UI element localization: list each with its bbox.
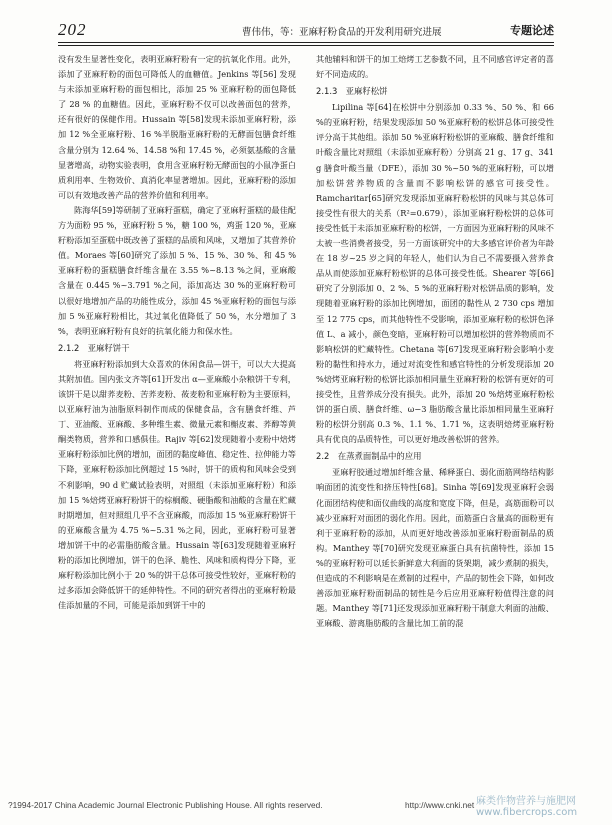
section-heading: 2.1.3 亚麻籽松饼: [316, 86, 388, 97]
right-column: [316, 52, 554, 757]
running-title: 曹伟伟，等：亚麻籽粉食品的开发利用研究进展: [242, 27, 442, 38]
page-header: [58, 20, 554, 40]
paragraph: Lipilina 等[64]在松饼中分别添加 0.33 %、50 %、和 66 %的亚麻籽粉，结果发现添加 50 %亚麻籽粉的松饼总体可接受性评分高于其他组。添加 50 %亚麻籽粉松饼的亚麻酸、膳食纤维和叶酸含量比对照组（未添加亚麻籽粉）分别高 21 g、17 g、341 g 膳食叶酸当量（DFE），添加 30 %~50 %的亚麻籽粉，可以增加松饼营养物质的含量而不影响松饼的感官可接受性。Ramcharitar[65]研究发现添加亚麻籽粉松饼的风味与其总体可接受性有很大的关系（R²=0.679），添加亚麻籽粉松饼的总体可接受性低于未添加亚麻籽粉的松饼，一方面因为亚麻籽粉的风味不太被一些消费者接受，另一方面该研究中的大多感官评价者为年龄在 18 岁~25 岁之间的年轻人，他们认为自己不需要摄入营养食品从而使添加亚麻籽粉松饼的总体可接受性低。Shearer 等[66]研究了分别添加 0、2 %、5 %的亚麻籽粉对松饼品质的影响，发现随着亚麻籽粉的添加比例增加，面团的黏性从 2 730 cps 增加至 12 775 cps，而其他特性不受影响，添加亚麻籽粉的松饼色泽值 L、a 减小，颜色变暗，亚麻籽粉可以增加松饼的营养物质而不影响松饼的贮藏特性。Chetana 等[67]发现亚麻籽粉会影响小麦粉的黏性和持水力，通过对流变性和感官特性的分析发现添加 20 %焙烤亚麻籽粉的松饼比添加相同量生亚麻籽粉的松饼有更好的可接受性，且营养成分没有损失。此外，添加 20 %焙烤亚麻籽粉松饼的蛋白质、膳食纤维、ω−3 脂肪酸含量比添加相同量生亚麻籽粉的松饼分别高 0.3 %、1.1 %、1.71 %，这表明焙烤亚麻籽粉具有优良的品质特性，可以更好地改善松饼的营养。: [316, 102, 554, 445]
section-heading: 2.1.2 亚麻籽饼干: [58, 342, 130, 353]
paragraph: 亚麻籽胶通过增加纤维含量、稀释蛋白、弱化面筋网络结构影响面团的流变性和挤压特性[68]。Sinha 等[69]发现亚麻籽会弱化面团结构使和面仪曲线的高度和宽度下降，但是，高筋面粉可以减少亚麻籽对面团的弱化作用。因此，面筋蛋白含量高的面粉更有利于亚麻籽粉的添加，从而更好地改善添加亚麻籽粉面制品的质构。Manthey 等[70]研究发现亚麻蛋白具有抗菌特性，添加 15 %的亚麻籽粉可以延长新鲜意大利面的货架期，减少煮制的损失，但造成的不利影响是在煮制的过程中，产品的韧性会下降，如何改善添加亚麻籽粉面制品的韧性是今后应用亚麻籽粉值得注意的问题。Manthey 等[71]还发现添加亚麻籽粉干制意大利面的油酸、亚麻酸、游离脂肪酸的含量比加工前的混: [316, 467, 554, 629]
section-heading: 2.2 在蒸煮面制品中的应用: [316, 451, 422, 462]
page-footer: [0, 796, 612, 818]
watermark-line-2: www.fibercrops.com: [476, 807, 578, 818]
copyright-notice: ?1994-2017 China Academic Journal Electronic Publishing House. All rights reserved.: [8, 800, 323, 810]
cnki-link[interactable]: http://www.cnki.net: [405, 800, 475, 810]
paragraph: 陈海华[59]等研制了亚麻籽蛋糕，确定了亚麻籽蛋糕的最佳配方为面粉 95 %，亚麻籽粉 5 %，糖 100 %，鸡蛋 120 %，亚麻籽粉添加至蛋糕中既改善了蛋糕的品质和风味，又增加了其营养价值。Moraes 等[60]研究了添加 5 %、15 %、30 %、和 45 %亚麻籽粉的蛋糕膳食纤维含量在 3.55 %~8.13 %之间，亚麻酸含量在 0.445 %~3.791 %之间，添加高达 30 %的亚麻籽粉可以很好地增加产品的功能性成分，添加 45 %亚麻籽粉的面包与添加 5 %亚麻籽粉相比，其过氧化值降低了 50 %，水分增加了 3 %，表明亚麻籽粉有良好的抗氧化能力和保水性。: [58, 204, 296, 336]
section-label: 专题论述: [510, 24, 554, 37]
paragraph: 其他辅料和饼干的加工焙烤工艺参数不同，且不同感官评定者的喜好不同造成的。: [316, 54, 554, 80]
left-column: [58, 52, 296, 757]
watermark: [476, 796, 577, 818]
header-rule-thin: [58, 45, 554, 46]
paragraph: 没有发生显著性变化，表明亚麻籽粉有一定的抗氧化作用。此外，添加了亚麻籽粉的面包可降低人的血糖值。Jenkins 等[56] 发现与未添加亚麻籽粉的面包相比，添加 25 % 亚麻籽粉的面包降低了 28 % 的血糖值。因此，亚麻籽粉不仅可以改善面包的营养，还有很好的保健作用。Hussain 等[58]发现未添加亚麻籽粉，添加 12 %全亚麻籽粉、16 %半脱脂亚麻籽粉的无酵面包膳食纤维含量分别为 12.64 %、14.58 %和 17.45 %，必须氨基酸的含量显著增高，动物实验表明，食用含亚麻籽粉无酵面包的小鼠净蛋白质利用率、生物效价、真消化率显著增加。因此，亚麻籽粉的添加可以有效地改善产品的营养价值和利用率。: [58, 54, 296, 200]
header-rule: [58, 42, 554, 43]
paragraph: 将亚麻籽粉添加到大众喜欢的休闲食品—饼干，可以大大提高其附加值。国内张文齐等[61]开发出 α—亚麻酸小杂粮饼干专利，该饼干是以甜荞麦粉、苦荞麦粉、莜麦粉和亚麻籽粉为主要原料，以亚麻籽油为油脂原料制作而成的保健食品，含有膳食纤维、芦丁、亚油酸、亚麻酸、多种维生素、微量元素和槲皮素、荞醇等黄酮类物质，营养和口感俱佳。Rajiv 等[62]发现随着小麦粉中焙烤亚麻籽粉添加比例的增加，面团的黏度峰值、稳定性、拉伸能力等下降，亚麻籽粉添加比例超过 15 %时，饼干的质构和风味会受到不利影响，90 d 贮藏试验表明，对照组（未添加亚麻籽粉）和添加 15 %焙烤亚麻籽粉饼干的棕榈酸、硬脂酸和油酸的含量在贮藏时期增加，但对照组几乎不含亚麻酸，而添加 15 %亚麻籽粉饼干的亚麻酸含量为 4.75 %~5.31 %之间，因此，亚麻籽粉可显著增加饼干中的必需脂肪酸含量。Hussain 等[63]发现随着亚麻籽粉的添加比例增加，饼干的色泽、脆性、风味和质构得分下降，亚麻籽粉添加比例小于 20 %的饼干总体可接受性较好，亚麻籽粉的过多添加会降低饼干的延伸特性。不同的研究者得出的亚麻籽粉最佳添加量的不同，可能是添加到饼干中的: [58, 358, 296, 611]
page-number: 202: [58, 20, 87, 39]
watermark-line-1: 麻类作物营养与施肥网: [476, 796, 576, 807]
